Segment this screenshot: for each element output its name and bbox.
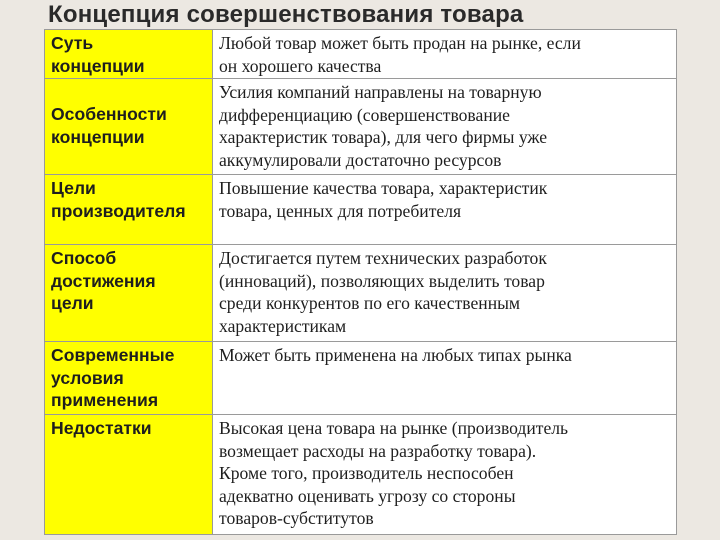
table-row	[45, 415, 677, 535]
slide-title: Концепция совершенствования товара	[48, 1, 524, 28]
concept-table	[44, 29, 677, 535]
value-line: Любой товар может быть продан на рынке, если	[219, 33, 581, 53]
value-line: дифференциацию (совершенствование	[219, 104, 510, 125]
label-line: применения	[51, 390, 159, 410]
row-label-essence	[45, 30, 213, 79]
value-line: Усилия компаний направлены на товарную	[219, 82, 542, 102]
row-label-goals	[45, 175, 213, 245]
label-line: Способ	[51, 248, 117, 268]
table-row	[45, 175, 677, 245]
row-value-method	[213, 245, 677, 342]
label-line: достижения	[51, 270, 156, 291]
value-line: Высокая цена товара на рынке (производитель	[219, 418, 569, 438]
row-value-features	[213, 79, 677, 175]
label-line: условия	[51, 367, 124, 388]
row-label-conditions	[45, 342, 213, 415]
value-line: адекватно оценивать угрозу со стороны	[219, 485, 516, 506]
row-label-drawbacks	[45, 415, 213, 535]
table-row	[45, 79, 677, 175]
label-line: Недостатки	[51, 418, 152, 438]
value-line: товаров-субститутов	[219, 508, 374, 528]
row-label-method	[45, 245, 213, 342]
label-line: Особенности	[51, 104, 167, 124]
row-label-features	[45, 79, 213, 175]
label-line: производителя	[51, 200, 186, 221]
row-value-goals	[213, 175, 677, 245]
table-row	[45, 30, 677, 79]
value-line: аккумулировали достаточно ресурсов	[219, 149, 502, 170]
value-line: он хорошего качества	[219, 55, 382, 76]
label-line: Суть	[51, 33, 94, 53]
value-line: Кроме того, производитель неспособен	[219, 463, 514, 483]
label-line: Современные	[51, 345, 175, 365]
table-row	[45, 342, 677, 415]
label-line: Цели	[51, 178, 96, 198]
value-line: характеристикам	[219, 315, 347, 336]
value-line: Может быть применена на любых типах рынка	[219, 345, 572, 365]
row-value-conditions	[213, 342, 677, 415]
value-line: среди конкурентов по его качественным	[219, 293, 521, 313]
value-line: товара, ценных для потребителя	[219, 200, 462, 221]
label-line: концепции	[51, 126, 145, 147]
value-line: Достигается путем технических разработок	[219, 248, 547, 268]
value-line: (инноваций), позволяющих выделить товар	[219, 270, 545, 291]
label-line: концепции	[51, 55, 145, 76]
value-line: возмещает расходы на разработку товара).	[219, 440, 537, 461]
row-value-drawbacks	[213, 415, 677, 535]
table-row	[45, 245, 677, 342]
label-line: цели	[51, 293, 94, 313]
value-line: Повышение качества товара, характеристик	[219, 178, 548, 198]
row-value-essence	[213, 30, 677, 79]
value-line: характеристик товара), для чего фирмы уже	[219, 127, 548, 147]
